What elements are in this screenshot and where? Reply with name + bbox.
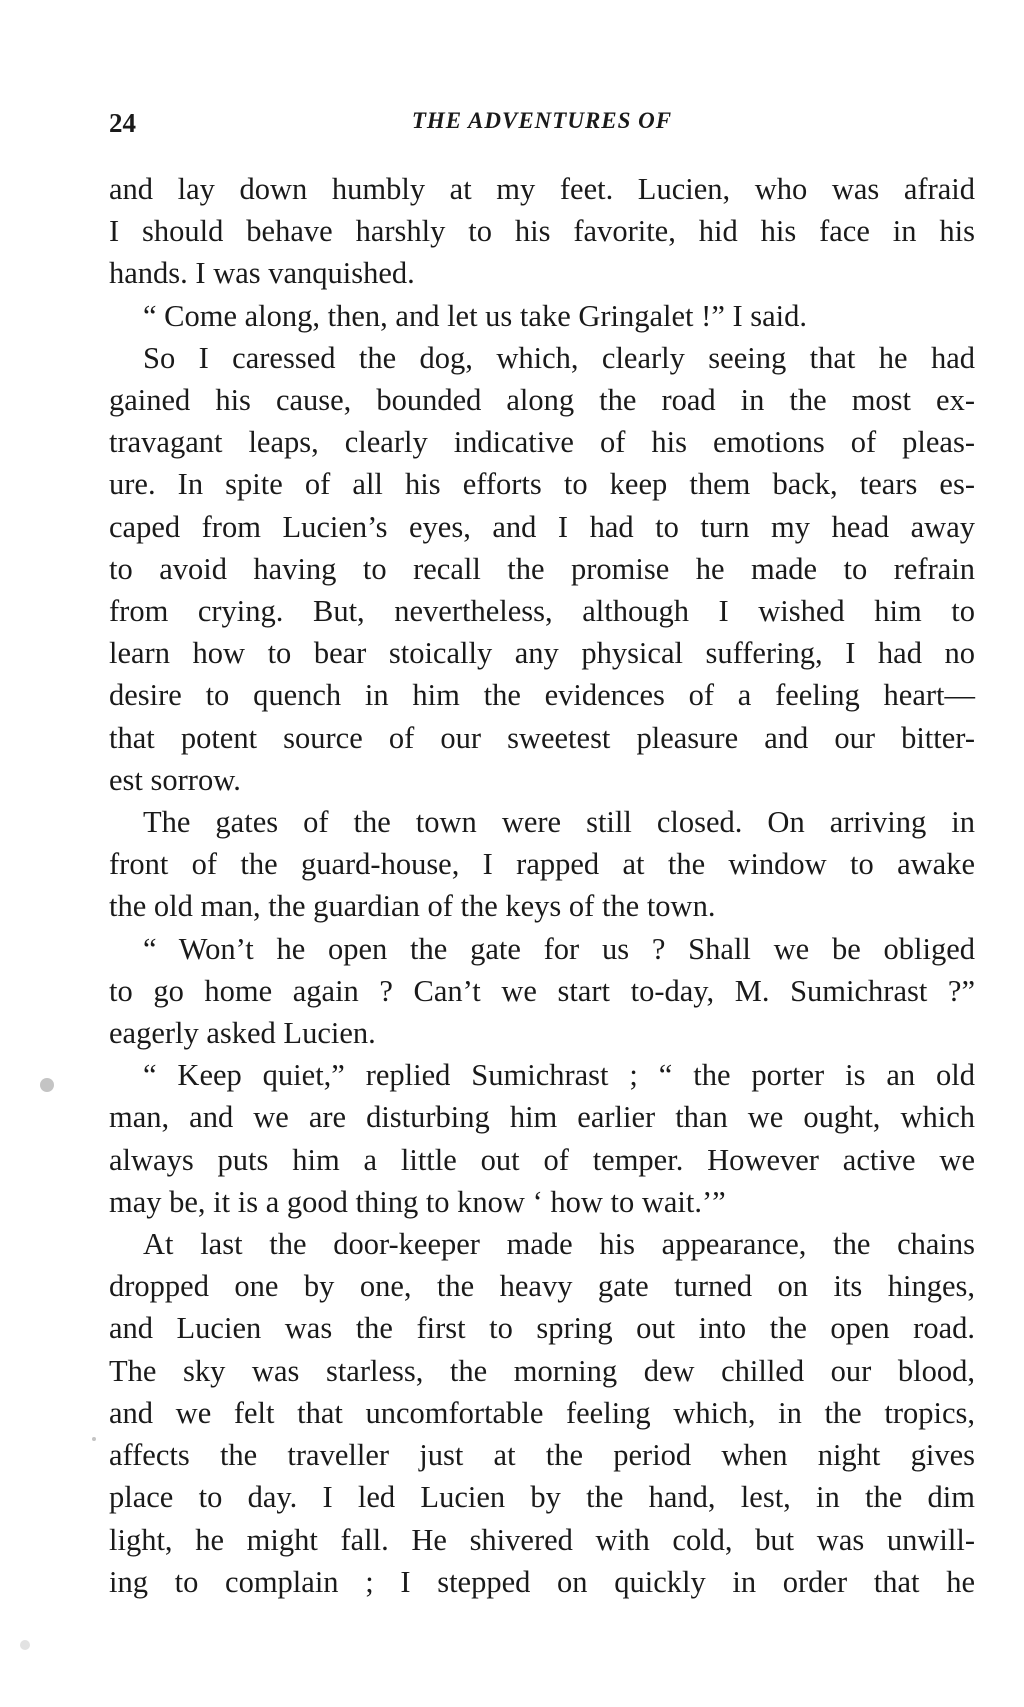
text-line: travagant leaps, clearly indicative of his emotions of pleas- [109,425,975,460]
text-line: The sky was starless, the morning dew chilled our blood, [109,1353,975,1388]
text-line: from crying. But, nevertheless, although I wished him to [109,594,975,629]
text-line: front of the guard-house, I rapped at the window to awake [109,847,975,882]
text-line: and lay down humbly at my feet. Lucien, who was afraid [109,172,975,206]
text-line: “ Come along, then, and let us take Gringalet !” I said. [143,298,808,333]
running-title: THE ADVENTURES OF [411,108,673,133]
text-line: The gates of the town were still closed. On arriving in [143,805,975,840]
text-line: I should behave harshly to his favorite, hid his face in his [109,214,975,249]
text-line: that potent source of our sweetest pleasure and our bitter- [109,720,975,755]
text-line: may be, it is a good thing to know ‘ how to wait.’” [109,1184,726,1219]
scan-speck [40,1078,54,1092]
text-line: to go home again ? Can’t we start to-day, M. Sumichrast ?” [109,973,975,1008]
text-line: “ Keep quiet,” replied Sumichrast ; “ the porter is an old [143,1058,975,1093]
text-line: eagerly asked Lucien. [109,1016,376,1051]
text-line: So I caressed the dog, which, clearly seeing that he had [143,340,975,375]
text-line: and Lucien was the first to spring out into the open road. [109,1311,975,1346]
body-text [109,168,975,1603]
text-line: man, and we are disturbing him earlier than we ought, which [109,1100,975,1135]
text-line: desire to quench in him the evidences of a feeling heart— [109,678,975,713]
text-line: “ Won’t he open the gate for us ? Shall we be obliged [143,931,975,966]
text-line: always puts him a little out of temper. However active we [109,1142,975,1177]
text-line: the old man, the guardian of the keys of the town. [109,889,716,924]
text-line: dropped one by one, the heavy gate turned on its hinges, [109,1269,975,1304]
text-line: affects the traveller just at the period when night gives [109,1438,975,1473]
text-line: est sorrow. [109,762,241,797]
scan-speck [20,1640,30,1650]
running-head [109,108,975,148]
text-line: gained his cause, bounded along the road in the most ex- [109,383,975,418]
text-line: place to day. I led Lucien by the hand, lest, in the dim [109,1480,975,1515]
text-line: caped from Lucien’s eyes, and I had to turn my head away [109,509,975,544]
text-line: ing to complain ; I stepped on quickly in order that he [109,1564,975,1599]
text-line: hands. I was vanquished. [109,256,415,291]
text-line: light, he might fall. He shivered with cold, but was unwill- [109,1522,975,1557]
text-line: and we felt that uncomfortable feeling which, in the tropics, [109,1395,975,1430]
text-line: ure. In spite of all his efforts to keep them back, tears es- [109,467,975,502]
text-line: At last the door-keeper made his appearance, the chains [143,1227,975,1262]
scan-speck [92,1437,96,1441]
text-line: learn how to bear stoically any physical suffering, I had no [109,636,975,671]
text-line: to avoid having to recall the promise he made to refrain [109,551,975,586]
page-number: 24 [109,108,136,138]
